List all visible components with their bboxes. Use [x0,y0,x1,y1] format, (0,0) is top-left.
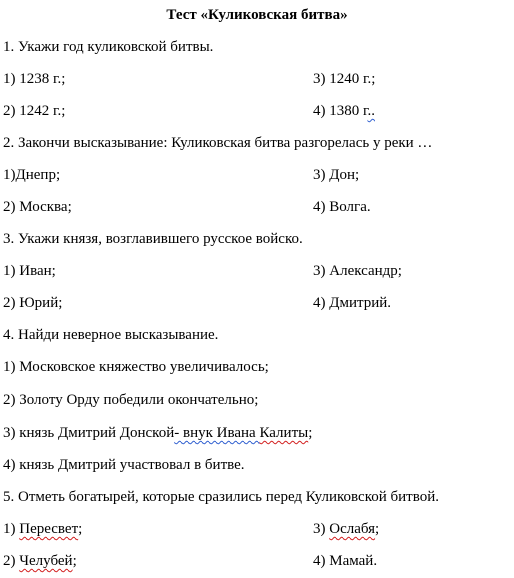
q4-option-3-part-a: 3) князь Дмитрий Донской [3,425,175,441]
q2-option-1: 1)Днепр; [3,167,61,183]
q5-option-1-suffix: ; [78,521,83,537]
q1-option-4-main: 4) 1380 г [313,103,368,119]
q1-option-4 [313,102,375,120]
q5-option-1-prefix: 1) [3,521,20,537]
q3-option-2: 2) Юрий; [3,295,63,311]
q5-option-2-word: Челубей [19,553,73,569]
q5-option-3-word: Ослабя [329,521,376,537]
question-1: 1. Укажи год куликовской битвы. [3,39,214,55]
q1-option-1: 1) 1238 г.; [3,71,66,87]
q3-option-4: 4) Дмитрий. [313,295,392,311]
question-3: 3. Укажи князя, возглавившего русское войско. [3,231,303,247]
q5-option-4: 4) Мамай. [313,553,378,569]
question-4: 4. Найди неверное высказывание. [3,327,219,343]
q4-option-3-part-b: - внук Ивана [174,425,260,441]
q5-option-3 [313,520,379,538]
q3-option-3: 3) Александр; [313,263,402,279]
question-5: 5. Отметь богатырей, которые сразились перед Куликовской битвой. [3,489,439,505]
q1-option-3: 3) 1240 г.; [313,71,376,87]
q4-option-3 [3,424,312,442]
question-2: 2. Закончи высказывание: Куликовская битва разгорелась у реки … [3,135,433,151]
q4-option-4: 4) князь Дмитрий участвовал в битве. [3,457,245,473]
q5-option-1 [3,520,82,538]
q5-option-1-word: Пересвет [19,521,79,537]
q4-option-2: 2) Золоту Орду победили окончательно; [3,392,259,408]
page-title: Тест «Куликовская битва» [166,7,348,23]
q2-option-3: 3) Дон; [313,167,360,183]
q1-option-4-tail: .. [367,103,375,119]
q1-option-2: 2) 1242 г.; [3,103,66,119]
q5-option-2-prefix: 2) [3,553,20,569]
q2-option-2: 2) Москва; [3,199,72,215]
q3-option-1: 1) Иван; [3,263,56,279]
q5-option-3-prefix: 3) [313,521,330,537]
q4-option-1: 1) Московское княжество увеличивалось; [3,359,269,375]
q4-option-3-part-d: ; [308,425,313,441]
q4-option-3-part-c: Калиты [259,425,309,441]
q5-option-2-suffix: ; [72,553,77,569]
q5-option-2 [3,552,77,570]
q5-option-3-suffix: ; [375,521,380,537]
q2-option-4: 4) Волга. [313,199,371,215]
